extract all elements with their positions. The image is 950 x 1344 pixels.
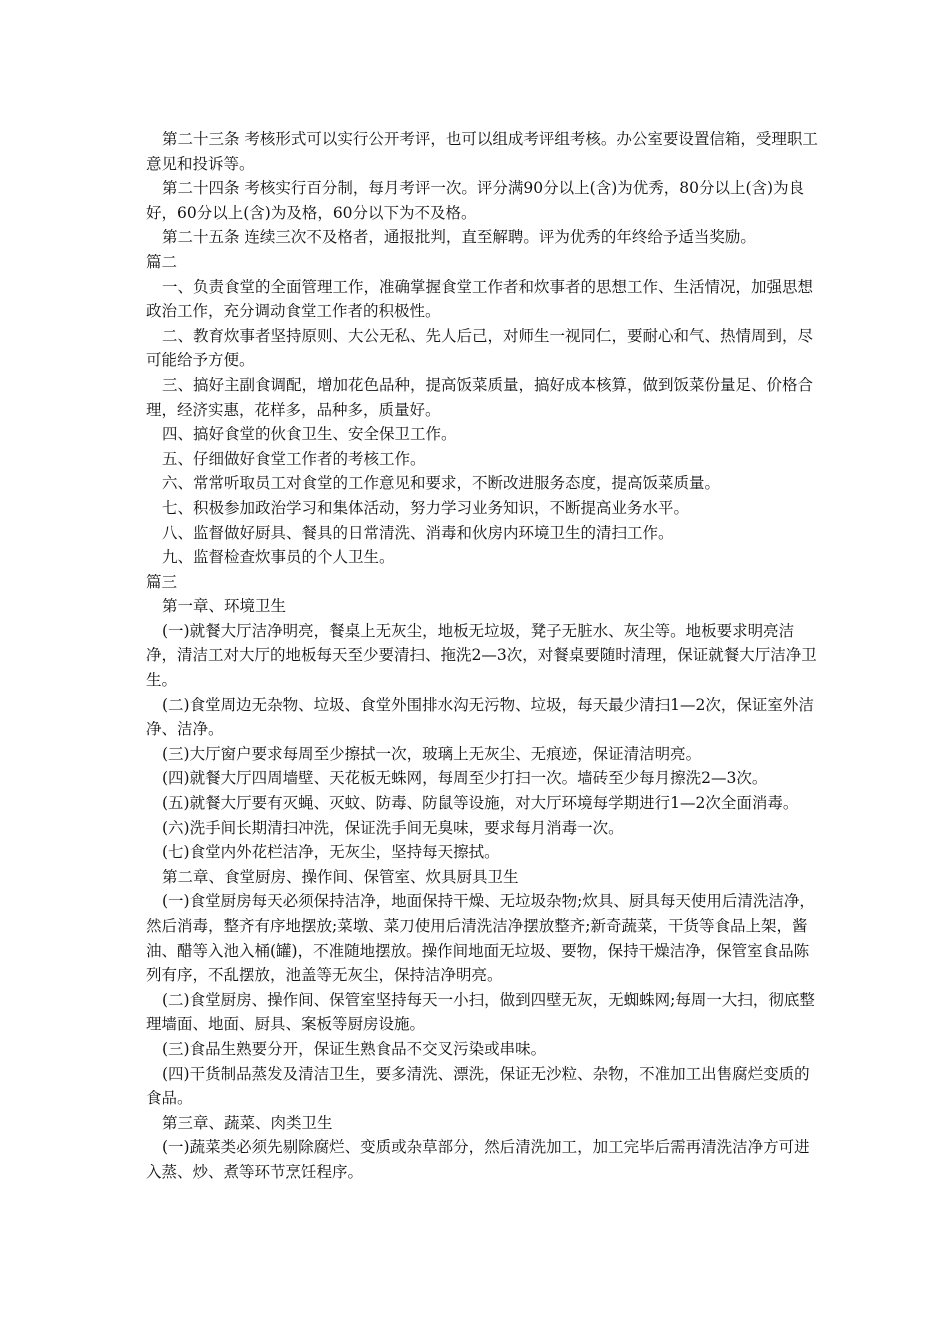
paragraph: (二)食堂周边无杂物、垃圾、食堂外围排水沟无污物、垃圾，每天最少清扫1—2次，保证室外洁净、洁净。 [146, 695, 814, 739]
paragraph: (七)食堂内外花栏洁净，无灰尘，坚持每天擦拭。 [162, 843, 500, 862]
paragraph: 第二十三条 考核形式可以实行公开考评，也可以组成考评组考核。办公室要设置信箱，受理职工意见和投诉等。 [146, 130, 818, 173]
paragraph: 第一章、环境卫生 [162, 597, 287, 616]
paragraph: 五、仔细做好食堂工作者的考核工作。 [162, 449, 426, 468]
paragraph: 一、负责食堂的全面管理工作，准确掌握食堂工作者和炊事者的思想工作、生活情况，加强思想政治工作，充分调动食堂工作者的积极性。 [146, 277, 814, 321]
paragraph: 三、搞好主副食调配，增加花色品种，提高饭菜质量，搞好成本核算，做到饭菜份量足、价格合理，经济实惠，花样多，品种多，质量好。 [146, 375, 814, 419]
paragraph: 第三章、蔬菜、肉类卫生 [162, 1113, 333, 1132]
paragraph: (三)大厅窗户要求每周至少擦拭一次，玻璃上无灰尘、无痕迹，保证清洁明亮。 [162, 744, 702, 763]
paragraph: (五)就餐大厅要有灭蝇、灭蚊、防毒、防鼠等设施，对大厅环境每学期进行1—2次全面消毒。 [162, 794, 799, 813]
paragraph: 四、搞好食堂的伙食卫生、安全保卫工作。 [162, 425, 457, 444]
paragraph: 九、监督检查炊事员的个人卫生。 [162, 548, 395, 567]
paragraph: (一)就餐大厅洁净明亮，餐桌上无灰尘，地板无垃圾，凳子无脏水、灰尘等。地板要求明亮洁净，清洁工对大厅的地板每天至少要清扫、拖洗2—3次，对餐桌要随时清理，保证就餐大厅洁净卫生。 [146, 621, 817, 690]
paragraph: 七、积极参加政治学习和集体活动，努力学习业务知识，不断提高业务水平。 [162, 498, 690, 517]
section-heading: 篇三 [146, 572, 178, 591]
paragraph: (二)食堂厨房、操作间、保管室坚持每天一小扫，做到四壁无灰，无蜘蛛网;每周一大扫，彻底整理墙面、地面、厨具、案板等厨房设施。 [146, 990, 815, 1034]
paragraph: (一)食堂厨房每天必须保持洁净，地面保持干燥、无垃圾杂物;炊具、厨具每天使用后清洗洁净，然后消毒，整齐有序地摆放;菜墩、菜刀使用后清洗洁净摆放整齐;新奇蔬菜，干货等食品上架，酱油、醋等入池入桶(罐)，不准随地摆放。操作间地面无垃圾、要物，保持干燥洁净，保管室食品陈列有序，不乱摆放，池盖等无灰尘，保持洁净明亮。 [146, 892, 815, 985]
document-page [146, 127, 818, 1185]
paragraph: (一)蔬菜类必须先剔除腐烂、变质或杂草部分，然后清洗加工，加工完毕后需再清洗洁净方可进入蒸、炒、煮等环节烹饪程序。 [146, 1138, 810, 1181]
paragraph: 第二章、食堂厨房、操作间、保管室、炊具厨具卫生 [162, 867, 519, 886]
paragraph: (六)洗手间长期清扫冲洗，保证洗手间无臭味，要求每月消毒一次。 [162, 818, 624, 837]
paragraph: (四)就餐大厅四周墙壁、天花板无蛛网，每周至少打扫一次。墙砖至少每月擦洗2—3次。 [162, 769, 768, 788]
paragraph: 二、教育炊事者坚持原则、大公无私、先人后己，对师生一视同仁，要耐心和气、热情周到，尽可能给予方便。 [146, 326, 814, 370]
paragraph: 六、常常听取员工对食堂的工作意见和要求，不断改进服务态度，提高饭菜质量。 [162, 474, 721, 493]
paragraph: 第二十四条 考核实行百分制，每月考评一次。评分满90分以上(含)为优秀，80分以上(含)为良好，60分以上(含)为及格，60分以下为不及格。 [146, 179, 805, 222]
section-heading: 篇二 [146, 252, 178, 271]
paragraph: 第二十五条 连续三次不及格者，通报批判，直至解聘。评为优秀的年终给予适当奖励。 [162, 228, 756, 247]
paragraph: (三)食品生熟要分开，保证生熟食品不交叉污染或串味。 [162, 1039, 547, 1058]
paragraph: 八、监督做好厨具、餐具的日常清洗、消毒和伙房内环境卫生的清扫工作。 [162, 523, 674, 542]
paragraph: (四)干货制品蒸发及清洁卫生，要多清洗、漂洗，保证无沙粒、杂物，不准加工出售腐烂变质的食品。 [146, 1064, 810, 1108]
